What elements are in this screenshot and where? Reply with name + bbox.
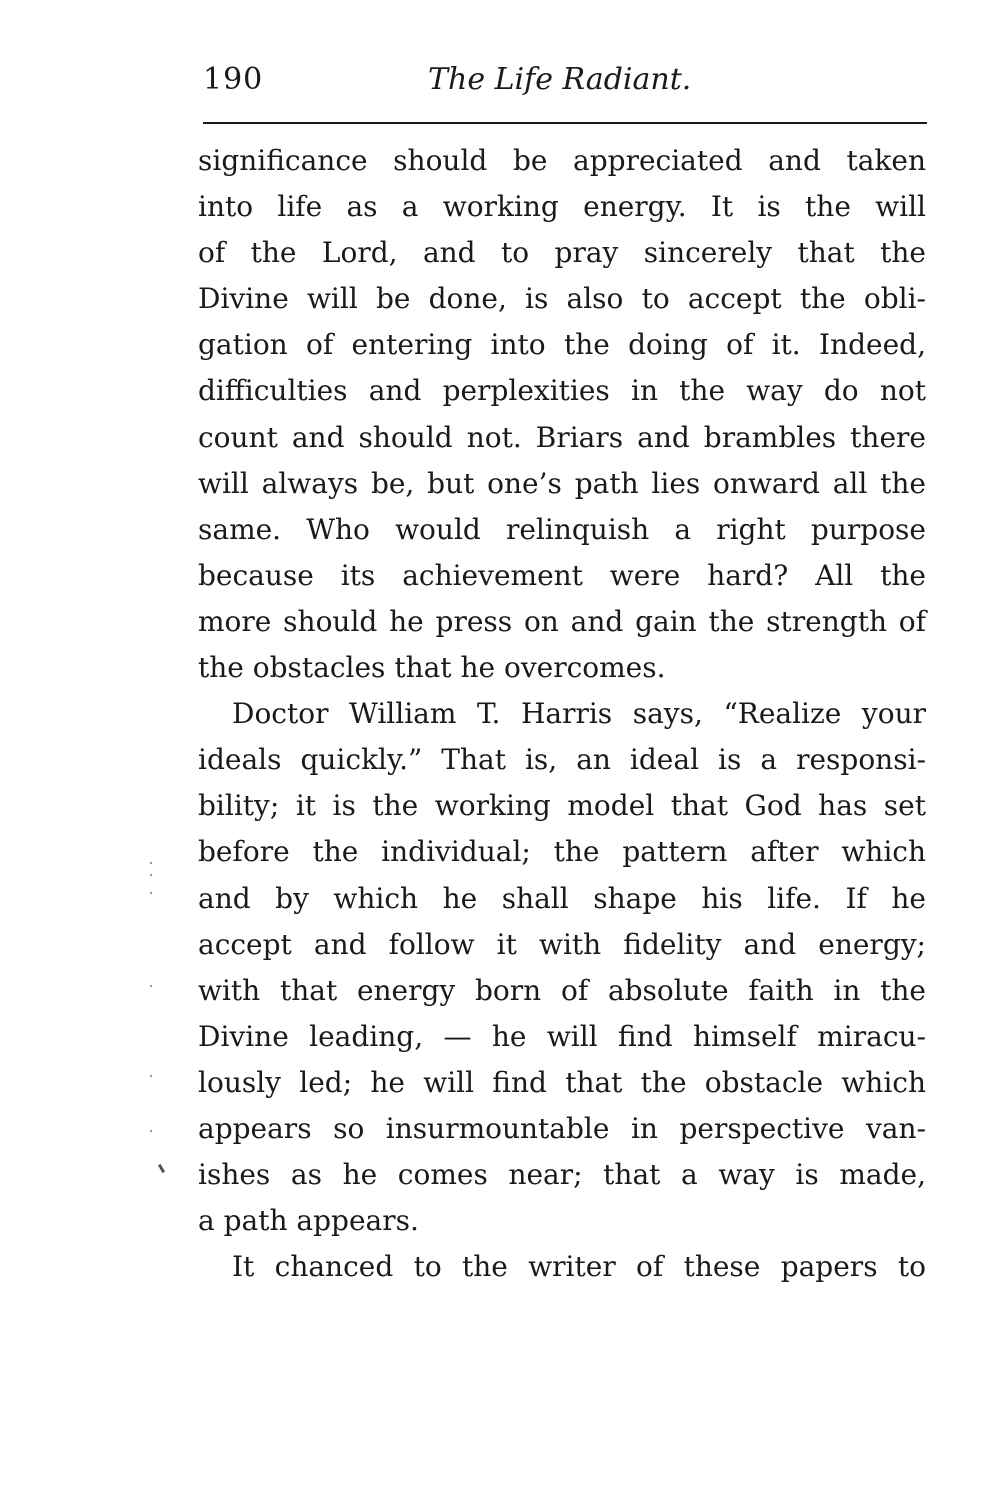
text-line: of the Lord, and to pray sincerely that the xyxy=(198,236,926,270)
scan-mark xyxy=(158,1164,165,1173)
text-line: It chanced to the writer of these papers to xyxy=(232,1250,926,1284)
text-line: Doctor William T. Harris says, “Realize your xyxy=(232,697,926,731)
text-line: accept and follow it with fidelity and energy; xyxy=(198,927,926,961)
scan-mark xyxy=(150,862,152,864)
scan-mark xyxy=(150,874,152,876)
text-line: Divine leading, — he will find himself miracu- xyxy=(198,1019,926,1053)
page-number: 190 xyxy=(203,62,264,97)
text-line: appears so insurmountable in perspective van- xyxy=(198,1111,926,1145)
text-line: same. Who would relinquish a right purpose xyxy=(198,512,926,546)
body-text xyxy=(198,138,926,1290)
text-line: with that energy born of absolute faith in the xyxy=(198,973,926,1007)
text-line: significance should be appreciated and taken xyxy=(198,144,926,177)
text-line: because its achievement were hard? All the xyxy=(198,558,926,592)
scan-mark xyxy=(150,985,152,987)
text-line: Divine will be done, is also to accept the obli- xyxy=(198,282,926,316)
text-line: bility; it is the working model that God has set xyxy=(198,789,926,823)
text-line: gation of entering into the doing of it. Indeed, xyxy=(198,328,926,362)
text-line: count and should not. Briars and brambles there xyxy=(198,420,926,454)
running-title: The Life Radiant. xyxy=(428,62,692,97)
text-line: before the individual; the pattern after which xyxy=(198,835,926,869)
text-line: ideals quickly.” That is, an ideal is a responsi- xyxy=(198,743,926,777)
text-line: into life as a working energy. It is the will xyxy=(198,190,926,224)
scan-mark xyxy=(150,1075,152,1077)
text-line: lously led; he will find that the obstacle which xyxy=(198,1065,926,1099)
text-line: will always be, but one’s path lies onward all the xyxy=(198,466,926,500)
scan-mark xyxy=(150,1130,152,1132)
scan-mark xyxy=(150,892,152,894)
text-line: a path appears. xyxy=(198,1204,419,1238)
text-line: the obstacles that he overcomes. xyxy=(198,651,666,685)
text-line: ishes as he comes near; that a way is made, xyxy=(198,1158,926,1192)
text-line: and by which he shall shape his life. If he xyxy=(198,881,926,915)
header-rule xyxy=(203,122,927,124)
text-line: difficulties and perplexities in the way do not xyxy=(198,374,926,408)
text-line: more should he press on and gain the strength of xyxy=(198,604,926,638)
